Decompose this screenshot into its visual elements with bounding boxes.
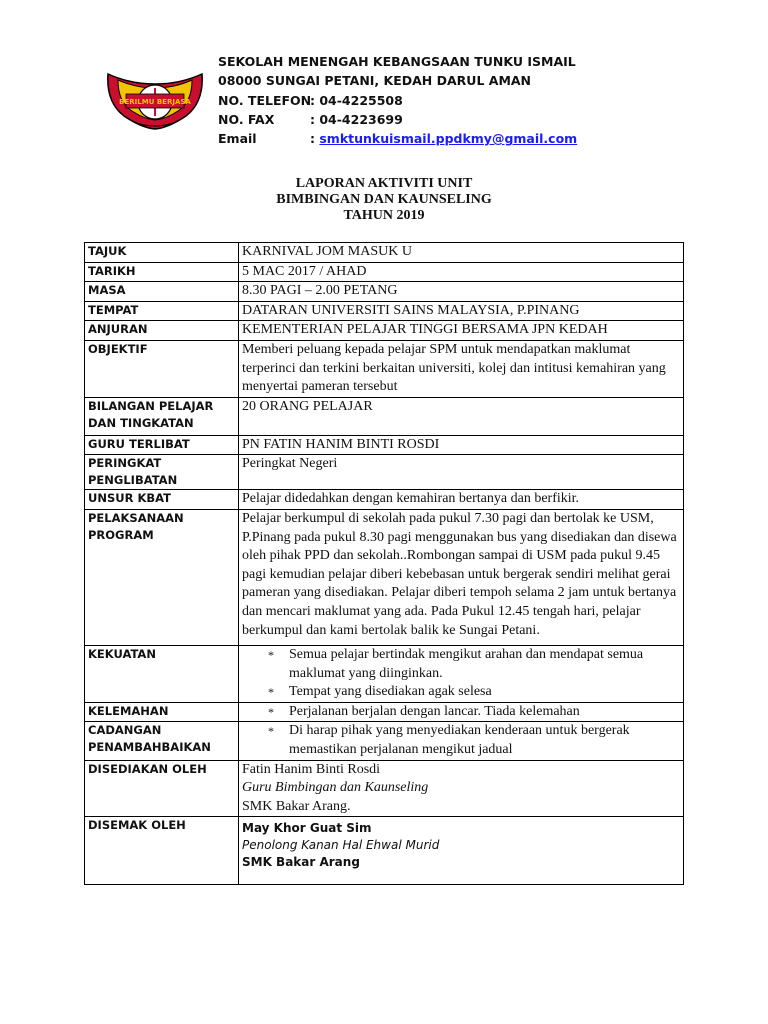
value-tarikh: 5 MAC 2017 / AHAD xyxy=(239,262,684,282)
value-tempat: DATARAN UNIVERSITI SAINS MALAYSIA, P.PINANG xyxy=(239,301,684,321)
label-peringkat-line2: PENGLIBATAN xyxy=(88,473,178,488)
row-kbat xyxy=(85,490,684,510)
label-masa: MASA xyxy=(85,282,239,302)
label-guru: GURU TERLIBAT xyxy=(85,435,239,455)
email-label: Email xyxy=(218,131,257,147)
label-cadangan xyxy=(85,722,239,760)
list-item: * Di harap pihak yang menyediakan kenderaan untuk bergerak memastikan perjalanan mengikut jadual xyxy=(242,722,680,759)
label-kekuatan: KEKUATAN xyxy=(85,645,239,702)
label-anjuran: ANJURAN xyxy=(85,321,239,341)
row-tajuk xyxy=(85,243,684,263)
value-bilangan: 20 ORANG PELAJAR xyxy=(239,397,684,435)
label-peringkat-line1: PERINGKAT xyxy=(88,456,162,471)
email-link[interactable]: smktunkuismail.ppdkmy@gmail.com xyxy=(319,131,578,147)
fax-value: : 04-4223699 xyxy=(310,111,403,127)
phone-label: NO. TELEFON xyxy=(218,92,312,108)
school-name: SEKOLAH MENENGAH KEBANGSAAN TUNKU ISMAIL xyxy=(218,54,576,69)
title-line-2: BIMBINGAN DAN KAUNSELING xyxy=(276,192,492,207)
row-anjuran xyxy=(85,321,684,341)
phone-value: : 04-4225508 xyxy=(310,92,403,108)
value-disediakan xyxy=(239,760,684,817)
checked-by-name: May Khor Guat Sim xyxy=(242,821,372,836)
label-pelaksanaan-line1: PELAKSANAAN xyxy=(88,510,184,525)
checked-by-role: Penolong Kanan Hal Ehwal Murid xyxy=(242,838,440,853)
row-pelaksanaan xyxy=(85,509,684,645)
label-disemak: DISEMAK OLEH xyxy=(85,817,239,885)
row-disemak xyxy=(85,817,684,885)
value-objektif: Memberi peluang kepada pelajar SPM untuk mendapatkan maklumat terperinci dan terkini berkaitan universiti, kolej dan intitusi kemahiran yang menyertai pameran tersebut xyxy=(239,340,684,397)
label-tempat: TEMPAT xyxy=(85,301,239,321)
row-guru xyxy=(85,435,684,455)
list-item: * Semua pelajar bertindak mengikut arahan dan mendapat semua maklumat yang diinginkan. xyxy=(242,646,680,683)
list-item: * Tempat yang disediakan agak selesa xyxy=(242,683,680,702)
row-disediakan xyxy=(85,760,684,817)
label-bilangan xyxy=(85,397,239,435)
fax-label: NO. FAX xyxy=(218,111,275,127)
school-address: 08000 SUNGAI PETANI, KEDAH DARUL AMAN xyxy=(218,73,532,89)
school-logo xyxy=(104,64,206,130)
row-tarikh xyxy=(85,262,684,282)
row-kelemahan xyxy=(85,702,684,722)
cadangan-list xyxy=(242,722,680,759)
value-guru: PN FATIN HANIM BINTI ROSDI xyxy=(239,435,684,455)
value-pelaksanaan: Pelajar berkumpul di sekolah pada pukul 7.30 pagi dan bertolak ke USM, P.Pinang pada pukul 8.30 pagi menggunakan bus yang disediakan dan disewa oleh pihak PPD dan sekolah..Rombongan sampai di USM pada pukul 9.45 pagi kemudian pelajar diberi kebebasan untuk bergerak sendiri melihat gerai pameran yang disediakan. Pelajar diberi tempoh selama 2 jam untuk bertanya dan mencari maklumat yang ada. Pada Pukul 12.45 tengah hari, pelajar berkumpul dan kami bertolak balik ke Sungai Petani. xyxy=(239,509,684,645)
value-peringkat: Peringkat Negeri xyxy=(239,455,684,490)
checked-by-school: SMK Bakar Arang xyxy=(242,855,360,870)
letterhead xyxy=(218,52,577,148)
row-masa xyxy=(85,282,684,302)
email-colon: : xyxy=(310,131,315,147)
value-masa: 8.30 PAGI – 2.00 PETANG xyxy=(239,282,684,302)
label-bilangan-line1: BILANGAN PELAJAR xyxy=(88,398,214,413)
label-disediakan: DISEDIAKAN OLEH xyxy=(85,760,239,817)
label-bilangan-line2: DAN TINGKATAN xyxy=(88,415,194,430)
kelemahan-list xyxy=(242,703,680,722)
title-line-1: LAPORAN AKTIVITI UNIT xyxy=(295,176,473,191)
row-cadangan xyxy=(85,722,684,760)
label-peringkat xyxy=(85,455,239,490)
value-kelemahan xyxy=(239,702,684,722)
value-cadangan xyxy=(239,722,684,760)
value-disemak xyxy=(239,817,684,885)
label-pelaksanaan-line2: PROGRAM xyxy=(88,527,154,542)
prepared-by-name: Fatin Hanim Binti Rosdi xyxy=(242,761,381,777)
row-bilangan xyxy=(85,397,684,435)
label-pelaksanaan xyxy=(85,509,239,645)
kekuatan-list xyxy=(242,646,680,702)
label-kbat: UNSUR KBAT xyxy=(85,490,239,510)
label-kelemahan: KELEMAHAN xyxy=(85,702,239,722)
label-tajuk: TAJUK xyxy=(85,243,239,263)
title-line-3: TAHUN 2019 xyxy=(343,208,425,223)
prepared-by-role: Guru Bimbingan dan Kaunseling xyxy=(242,780,429,796)
value-tajuk: KARNIVAL JOM MASUK U xyxy=(239,243,684,263)
value-kbat: Pelajar didedahkan dengan kemahiran bertanya dan berfikir. xyxy=(239,490,684,510)
row-kekuatan xyxy=(85,645,684,702)
label-cadangan-line2: PENAMBAHBAIKAN xyxy=(88,740,211,755)
prepared-by-school: SMK Bakar Arang. xyxy=(242,798,351,814)
row-objektif xyxy=(85,340,684,397)
logo-motto: BERILMU BERJASA xyxy=(119,98,191,106)
value-kekuatan xyxy=(239,645,684,702)
label-tarikh: TARIKH xyxy=(85,262,239,282)
value-anjuran: KEMENTERIAN PELAJAR TINGGI BERSAMA JPN KEDAH xyxy=(239,321,684,341)
list-item: * Perjalanan berjalan dengan lancar. Tiada kelemahan xyxy=(242,703,680,722)
report-title xyxy=(0,176,768,224)
report-table xyxy=(84,242,684,885)
row-peringkat xyxy=(85,455,684,490)
row-tempat xyxy=(85,301,684,321)
label-cadangan-line1: CADANGAN xyxy=(88,723,162,738)
label-objektif: OBJEKTIF xyxy=(85,340,239,397)
